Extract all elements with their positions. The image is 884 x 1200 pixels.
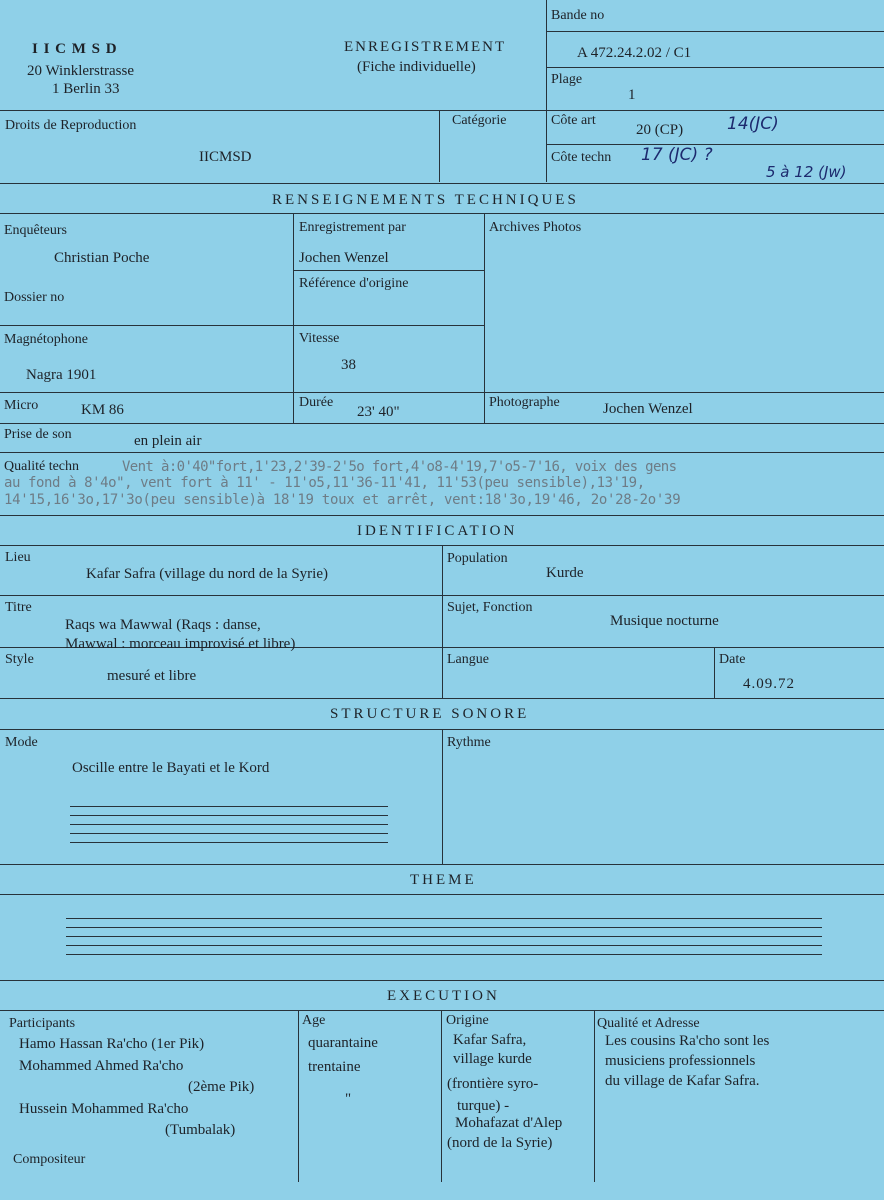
lieu-label: Lieu [5,550,31,565]
rule [0,864,884,865]
staff-line [66,936,822,937]
origine-line-2: village kurde [453,1051,532,1067]
rule [0,980,884,981]
enregistrement-value: Jochen Wenzel [299,250,389,266]
origine-line-6: (nord de la Syrie) [447,1135,553,1151]
staff-line [70,815,388,816]
rule [0,698,884,699]
lieu-value: Kafar Safra (village du nord de la Syrie) [86,566,328,582]
qualite-line-2: au fond à 8'4o", vent fort à 11' - 11'o5,11'36-11'41, 11'53(peu sensible),13'19, [4,475,645,491]
sujet-label: Sujet, Fonction [447,600,533,615]
participants-label: Participants [9,1016,76,1031]
rule [546,144,884,145]
vitesse-label: Vitesse [299,331,340,346]
micro-value: KM 86 [81,402,124,418]
prise-value: en plein air [134,433,202,449]
cote-techn-handwritten: 17 (JC) ? [641,145,713,165]
bande-label: Bande no [551,8,605,23]
enregistrement-label: Enregistrement par [299,220,406,235]
rule [439,110,440,182]
section-technical-title: RENSEIGNEMENTS TECHNIQUES [272,192,579,208]
droits-value: IICMSD [199,149,252,165]
cote-art-handwritten: 14(JC) [727,114,779,134]
droits-label: Droits de Reproduction [5,118,137,133]
enqueteurs-value: Christian Poche [54,250,150,266]
rule [442,729,443,864]
card-subtitle: (Fiche individuelle) [357,59,476,75]
section-execution-title: EXECUTION [387,988,500,1004]
reference-label: Référence d'origine [299,276,409,291]
rule [0,452,884,453]
dossier-label: Dossier no [4,290,65,305]
rule [546,0,547,110]
rule [0,1010,884,1011]
qualite-adresse-line-1: Les cousins Ra'cho sont les [605,1033,770,1049]
titre-line-2: Mawwal : morceau improvisé et libre) [65,636,296,652]
rule [298,1010,299,1182]
micro-label: Micro [4,398,39,413]
population-label: Population [447,551,508,566]
staff-line [70,833,388,834]
participant-3-role: (Tumbalak) [165,1122,236,1138]
origine-line-1: Kafar Safra, [453,1032,527,1048]
compositeur-label: Compositeur [13,1152,86,1167]
staff-line [66,954,822,955]
card-title: ENREGISTREMENT [344,39,507,55]
org-address-2: 1 Berlin 33 [52,81,120,97]
rule [0,392,884,393]
prise-label: Prise de son [4,427,72,442]
staff-line [66,918,822,919]
titre-line-1: Raqs wa Mawwal (Raqs : danse, [65,617,261,633]
plage-label: Plage [551,72,583,87]
age-2: trentaine [308,1059,361,1075]
rule [546,31,884,32]
vitesse-value: 38 [341,357,356,373]
age-1: quarantaine [308,1035,378,1051]
rule [441,1010,442,1182]
photographe-value: Jochen Wenzel [603,401,693,417]
plage-value: 1 [628,87,636,103]
participant-2-role: (2ème Pik) [188,1079,255,1095]
categorie-label: Catégorie [452,113,507,128]
org-address-1: 20 Winklerstrasse [27,63,135,79]
age-3: " [345,1091,352,1107]
participant-3: Hussein Mohammed Ra'cho [19,1101,189,1117]
qualite-techn-label: Qualité techn [4,459,80,474]
rule [0,423,884,424]
date-label: Date [719,652,746,667]
duree-value: 23' 40" [357,404,400,420]
origine-line-3: (frontière syro- [447,1076,539,1092]
staff-line [70,824,388,825]
rule [546,110,547,182]
participant-2: Mohammed Ahmed Ra'cho [19,1058,184,1074]
rule [0,515,884,516]
qualite-line-1: Vent à:0'40"fort,1'23,2'39-2'5o fort,4'o8-4'19,7'o5-7'16, voix des gens [122,459,677,475]
qualite-adresse-line-3: du village de Kafar Safra. [605,1073,760,1089]
section-theme-title: THEME [410,872,477,888]
participant-1: Hamo Hassan Ra'cho (1er Pik) [19,1036,205,1052]
age-label: Age [302,1013,326,1028]
population-value: Kurde [546,565,584,581]
rule [594,1010,595,1182]
langue-label: Langue [447,652,489,667]
rule [293,270,484,271]
cote-art-label: Côte art [551,113,596,128]
bande-value: A 472.24.2.02 / C1 [577,45,692,61]
rule [714,647,715,698]
enqueteurs-label: Enquêteurs [4,223,67,238]
cote-art-value: 20 (CP) [636,122,684,138]
qualite-line-3: 14'15,16'3o,17'3o(peu sensible)à 18'19 toux et arrêt, vent:18'3o,19'46, 2o'28-2o'39 [4,492,681,508]
section-identification-title: IDENTIFICATION [357,523,518,539]
rule [546,67,884,68]
style-label: Style [5,652,34,667]
rule [0,183,884,184]
staff-line [66,927,822,928]
magnetophone-value: Nagra 1901 [26,367,97,383]
qualite-adresse-line-2: musiciens professionnels [605,1053,756,1069]
origine-line-5: Mohafazat d'Alep [455,1115,563,1131]
cote-techn-label: Côte techn [551,150,612,165]
titre-label: Titre [5,600,32,615]
rule [442,545,443,698]
origine-label: Origine [446,1013,489,1028]
rule [0,325,484,326]
mode-value: Oscille entre le Bayati et le Kord [72,760,270,776]
cote-techn-handwritten-2: 5 à 12 (Jw) [766,163,847,181]
staff-line [70,806,388,807]
staff-line [70,842,388,843]
style-value: mesuré et libre [107,668,197,684]
qualite-adresse-label: Qualité et Adresse [597,1016,700,1031]
photographe-label: Photographe [489,395,560,410]
magnetophone-label: Magnétophone [4,332,88,347]
staff-line [66,945,822,946]
mode-label: Mode [5,735,38,750]
rule [0,595,884,596]
duree-label: Durée [299,395,334,410]
org-name: I I C M S D [32,41,118,57]
rule [0,213,884,214]
sujet-value: Musique nocturne [610,613,719,629]
section-structure-title: STRUCTURE SONORE [330,706,530,722]
archives-label: Archives Photos [489,220,582,235]
date-value: 4.09.72 [743,676,795,692]
rule [0,110,884,111]
rule [0,894,884,895]
origine-line-4: turque) - [457,1098,510,1114]
rythme-label: Rythme [447,735,491,750]
